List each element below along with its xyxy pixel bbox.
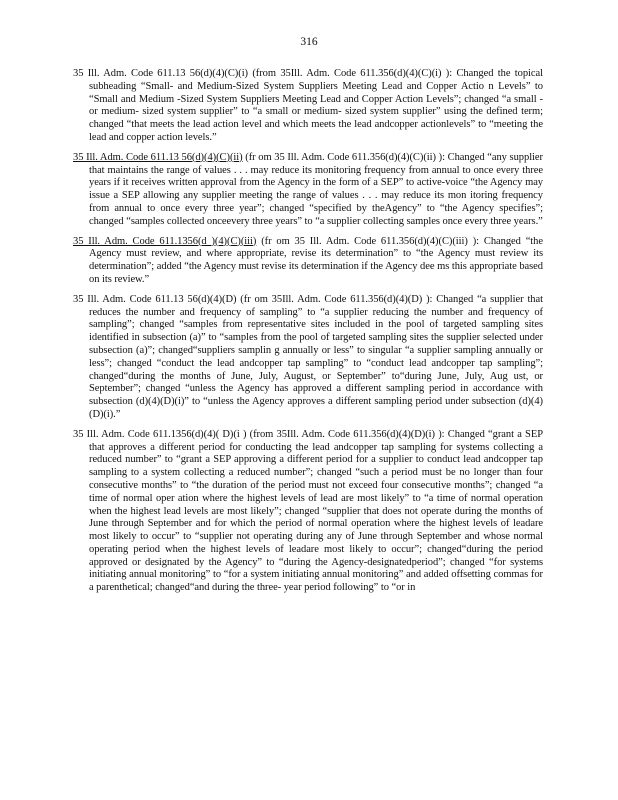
code-citation: 35 Ill. Adm. Code 611.13 56(d)(4)(D) [73, 293, 237, 305]
code-citation: 35 Ill. Adm. Code 611.13 56(d)(4)(C)(i) [73, 68, 249, 79]
code-citation: 35 Ill. Adm. Code 611.1356(d)(4)( D)(i ) [73, 428, 247, 440]
amendment-text: (from 35Ill. Adm. Code 611.356(d)(4)(C)(i) ): Changed the topical subheading “Small- and Medium-Sized System Suppliers Meeting Lead and Copper Actio n Levels” to “Small and Medium -Sized System Suppliers Meeting Lead and Copper Action Levels”; changed “a small - or medium- sized system supplier” to “a small or medium- sized system supplier” using the defined term; changed “that meets the lead action level and which meets the lead andcopper actionlevels” to “meeting the lead and copper action levels.” [89, 68, 543, 143]
amendment-text: (fr om 35Ill. Adm. Code 611.356(d)(4)(D) ): Changed “a supplier that reduces the number and frequency of sampling” to “a supplier reducing the number and frequency of sampling”; changed “samples from representative sites included in the pool of targeted sampling sites identified in subsection (a)” to “samples from the pool of targeted sampling sites the supplier selected under subsection (a)”; changed“suppliers samplin g annually or less” to singular “a supplier sampling annually or less”; changed “conduct the lead andcopper tap sampling” to “conduct lead andcopper tap sampling”; changed“during the months of June, July, August, or September” to“during June, July, Aug ust, or September”; changed “unless the Agency has approved a different sampling period in accordance with subsection (d)(4)(D)(i)” to “unless the Agency approves a different sampling period under subsection (d)(4)(D)(i).” [89, 293, 543, 420]
amendment-text: (fr om 35 Ill. Adm. Code 611.356(d)(4)(C)(ii) ): Changed “any supplier that maintains the range of values . . . may reduce its monitoring frequency from annual to once every three years if it receives written approval from the Agency in the form of a SEP” to active-voice “the Agency may issue a SEP allowing any supplier meeting the range of values . . . may reduce its mon itoring frequency from annual to once every three year”; changed “specified by theAgency” to “the Agency specifies”; changed “samples collected onceevery three years” to “a supplier collecting samples once every three years.” [89, 151, 543, 227]
amendment-entry [73, 68, 543, 145]
amendment-entry [73, 236, 543, 287]
page-number: 316 [300, 36, 318, 48]
amendment-list [73, 68, 543, 602]
code-citation: 35 Ill. Adm. Code 611.13 56(d)(4)(C)(ii) [73, 151, 243, 163]
amendment-text: (fr om 35 Ill. Adm. Code 611.356(d)(4)(C)(iii) ): Changed “the Agency must review, and where appropriate, revise its determination” to “the Agency must review its determination”; added “the Agency must revise its determination if the Agency dee ms this appropriate based on its review.” [89, 235, 543, 285]
amendment-entry [73, 294, 543, 422]
code-citation: 35 Ill. Adm. Code 611.1356(d )(4)(C)(iii) [73, 235, 257, 247]
amendment-entry [73, 152, 543, 229]
amendment-text: (from 35Ill. Adm. Code 611.356(d)(4)(D)(i) ): Changed “grant a SEP that approves a different period for conducting the lead andcopper tap sampling for systems collecting a reduced number” to “grant a SEP approving a different period for a supplier to conduct lead andcopper tap sampling to a system collecting a reduced number”; changed “such a period must be no longer than four consecutive months” to “the duration of the period must not exceed four consecutive months”; changed “a time of normal oper ation where the highest levels of lead are most likely” to “a time of normal operation when the highest lead levels are most likely”; changed “supplier that does not operate during the months of June through September and for which the period of normal operation where the highest levels of leadare most likely to occur” to “supplier not operating during any of June through September and whose normal operating period when the highest levels of leadare most likely to occur”; changed“during the period approved or designated by the Agency” to “during the Agency-designatedperiod”; changed “for systems initiating annual monitoring” to “for a system initiating annual monitoring” and added offsetting commas for a parenthetical; changed“and during the three- year period following” to “or in [89, 428, 543, 594]
amendment-entry [73, 429, 543, 595]
